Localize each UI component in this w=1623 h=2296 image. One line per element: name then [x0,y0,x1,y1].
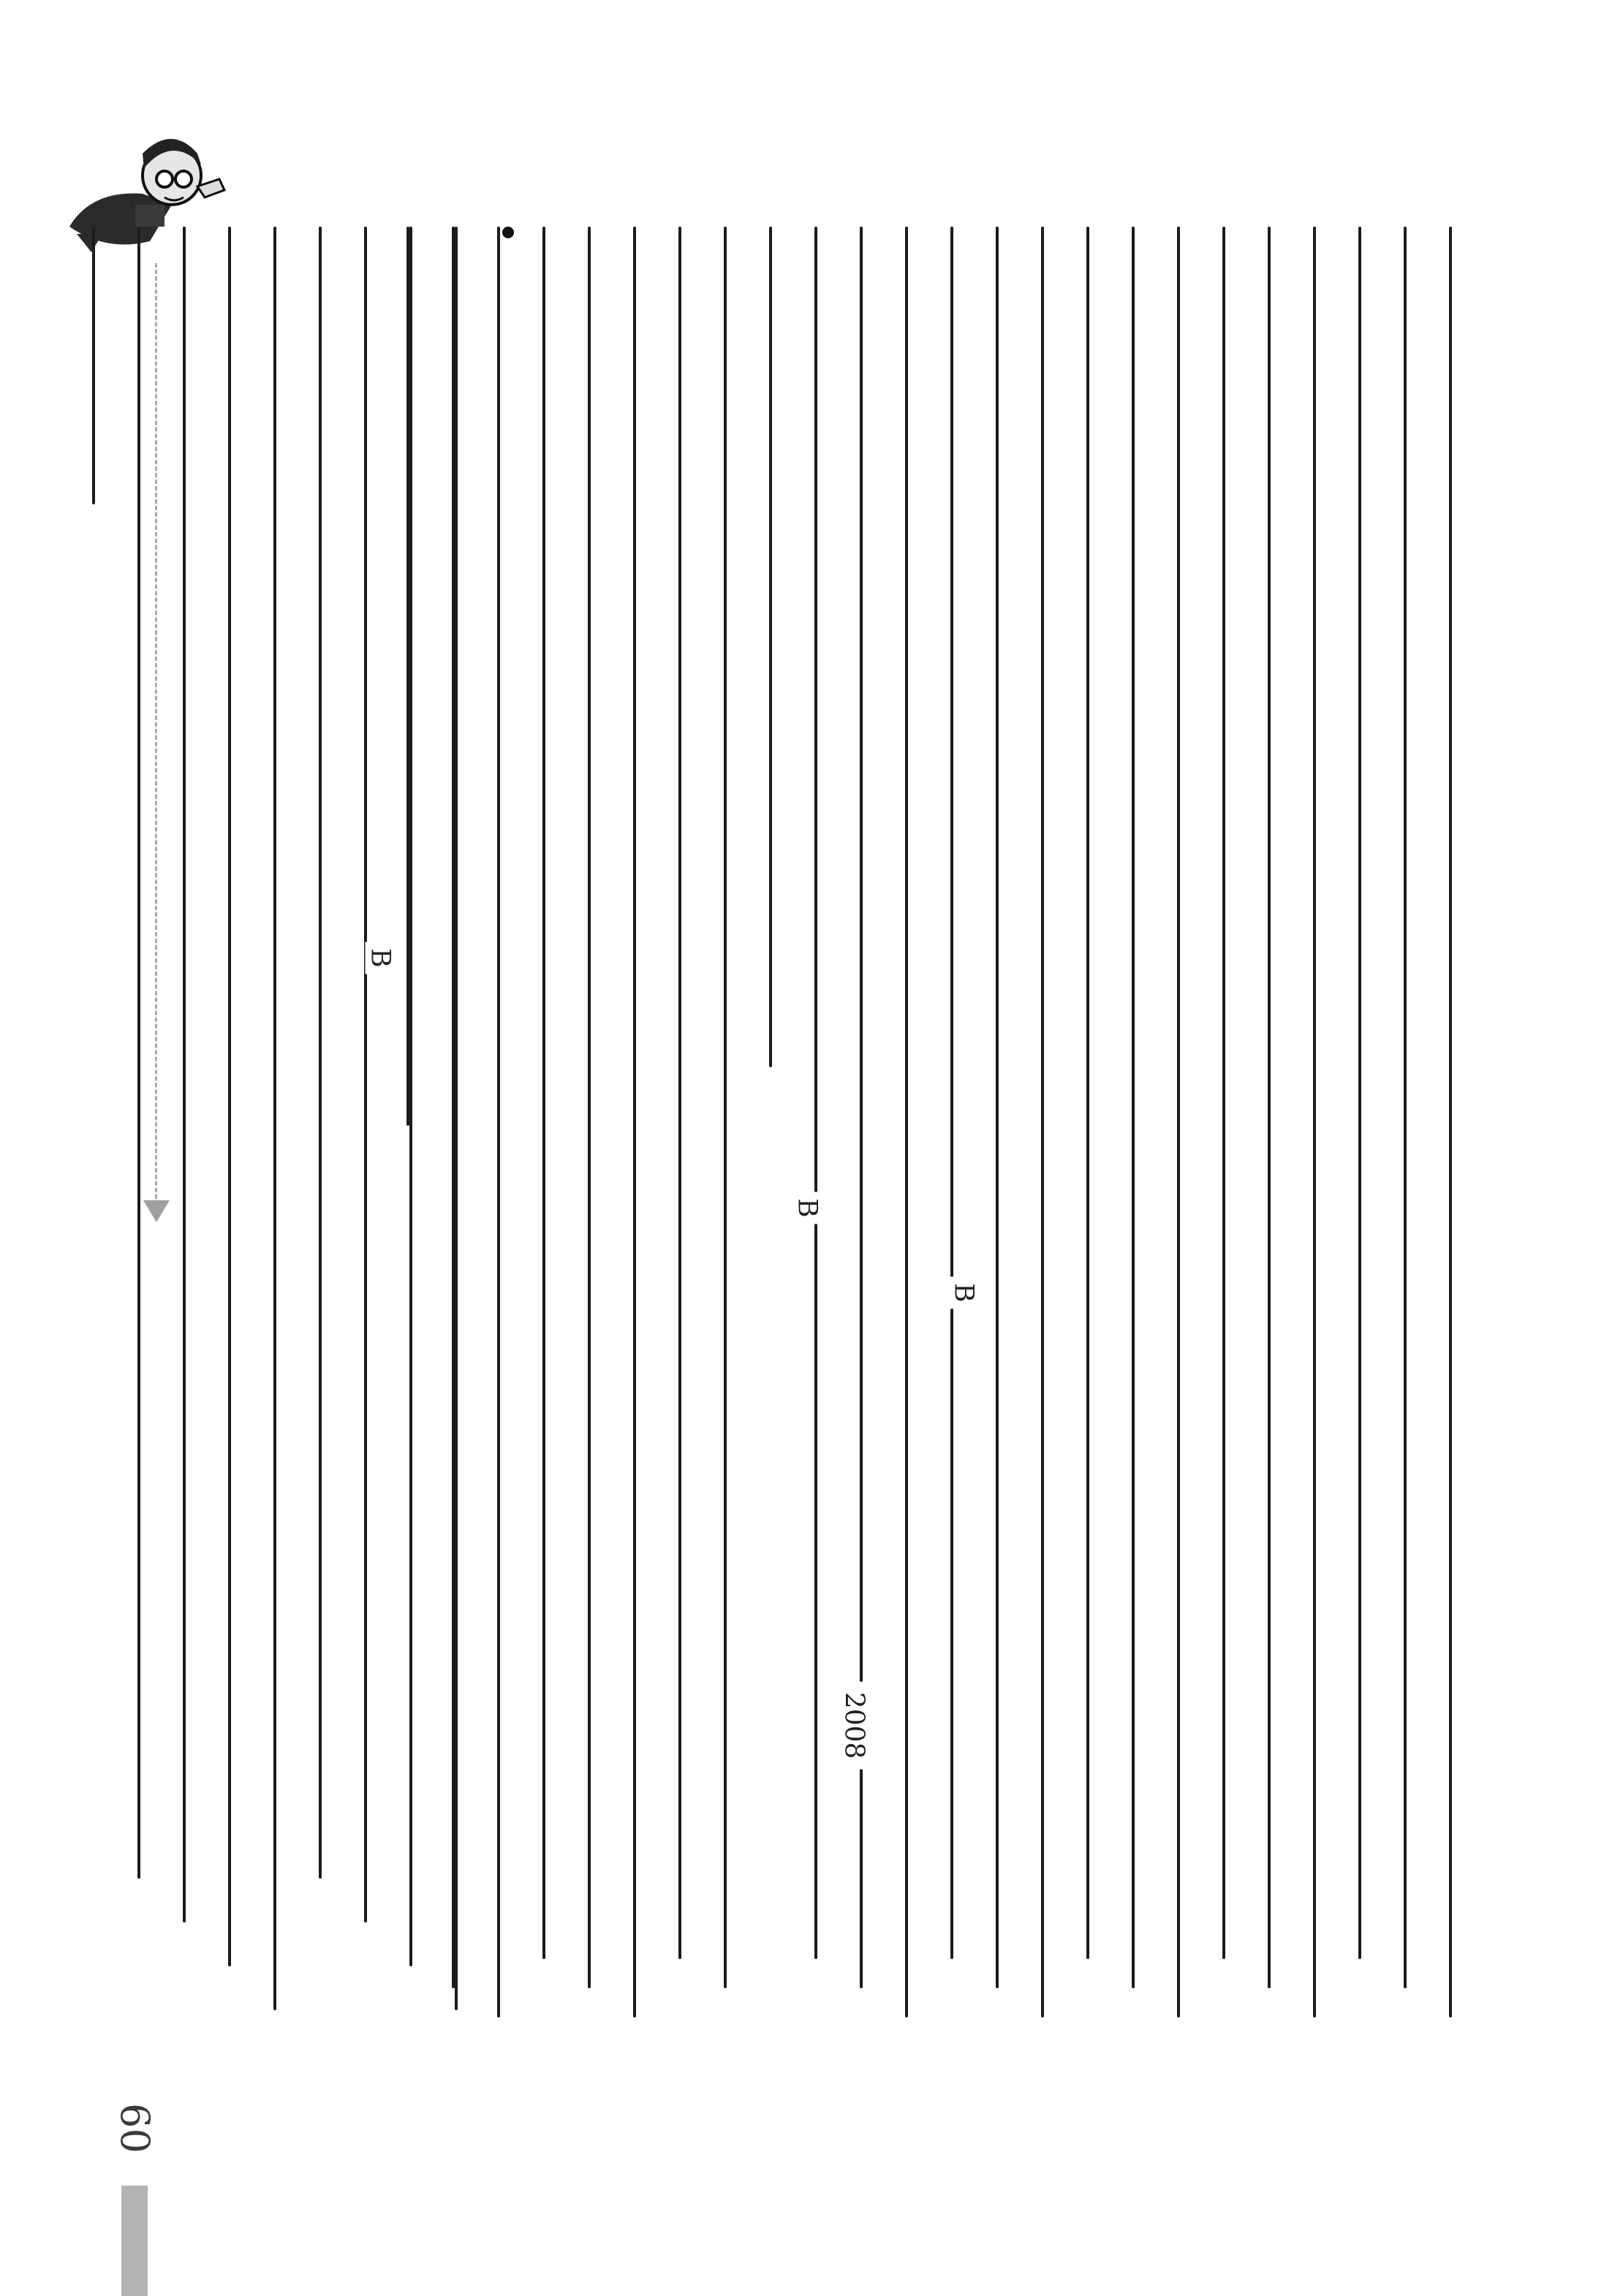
text-line [1249,227,1290,2054]
text-column [1430,227,1471,2047]
text-column [300,227,341,2054]
text-column [164,227,205,2054]
text-column [886,227,927,2054]
text-column [705,227,746,2054]
text-line [931,227,972,2054]
text-column [1203,227,1244,2054]
text-column [569,227,610,2054]
inline-token-year: 2008 [839,1682,869,1770]
page-number: 60 [111,2103,158,2153]
text-line [254,227,295,2054]
text-line [659,227,700,2054]
text-line [795,227,836,2054]
text-column [254,227,295,2054]
text-line [841,227,882,2054]
text-column [73,227,114,1615]
text-line [614,227,655,2054]
text-column [750,227,791,2054]
text-column [523,227,564,2054]
text-line [750,227,791,2054]
text-line [1339,227,1380,2054]
text-line [569,227,610,2054]
text-line [345,227,386,2054]
inline-token-b: B [949,1277,979,1309]
text-column [841,227,882,2054]
text-column [659,227,700,2054]
text-line [1113,227,1154,2054]
text-line [1294,227,1335,2054]
text-line [1158,227,1199,2054]
text-column [478,227,519,2054]
text-column [1067,227,1108,2054]
text-column [1294,227,1335,2054]
inline-token-b: B [792,1192,822,1224]
text-column [1249,227,1290,2054]
text-line [300,227,341,2054]
text-line [433,227,474,2054]
text-column [1339,227,1380,2054]
text-line [478,227,519,2054]
page-side-bar [121,2186,148,2296]
text-line [164,227,205,2054]
text-line [1067,227,1108,2054]
text-line [73,227,114,1615]
text-column [1022,227,1063,2054]
text-line [1430,227,1471,2047]
text-column [1113,227,1154,2054]
text-column [977,227,1018,2054]
text-column [1158,227,1199,2054]
text-column [387,227,428,2054]
inline-token-b: B [366,942,396,974]
text-column [931,227,972,2054]
text-line [209,227,250,2054]
text-line [977,227,1018,2054]
text-line [1203,227,1244,2054]
text-line [387,227,428,2054]
text-column [118,227,159,2054]
text-line [886,227,927,2054]
text-column [209,227,250,2054]
text-line [705,227,746,2054]
text-column [795,227,836,2054]
text-column [433,227,474,2054]
text-line [523,227,564,2054]
text-line [1385,227,1426,2054]
text-column [345,227,386,2054]
text-column [1385,227,1426,2054]
text-line [1022,227,1063,2054]
text-line [118,227,159,2054]
text-column [614,227,655,2054]
